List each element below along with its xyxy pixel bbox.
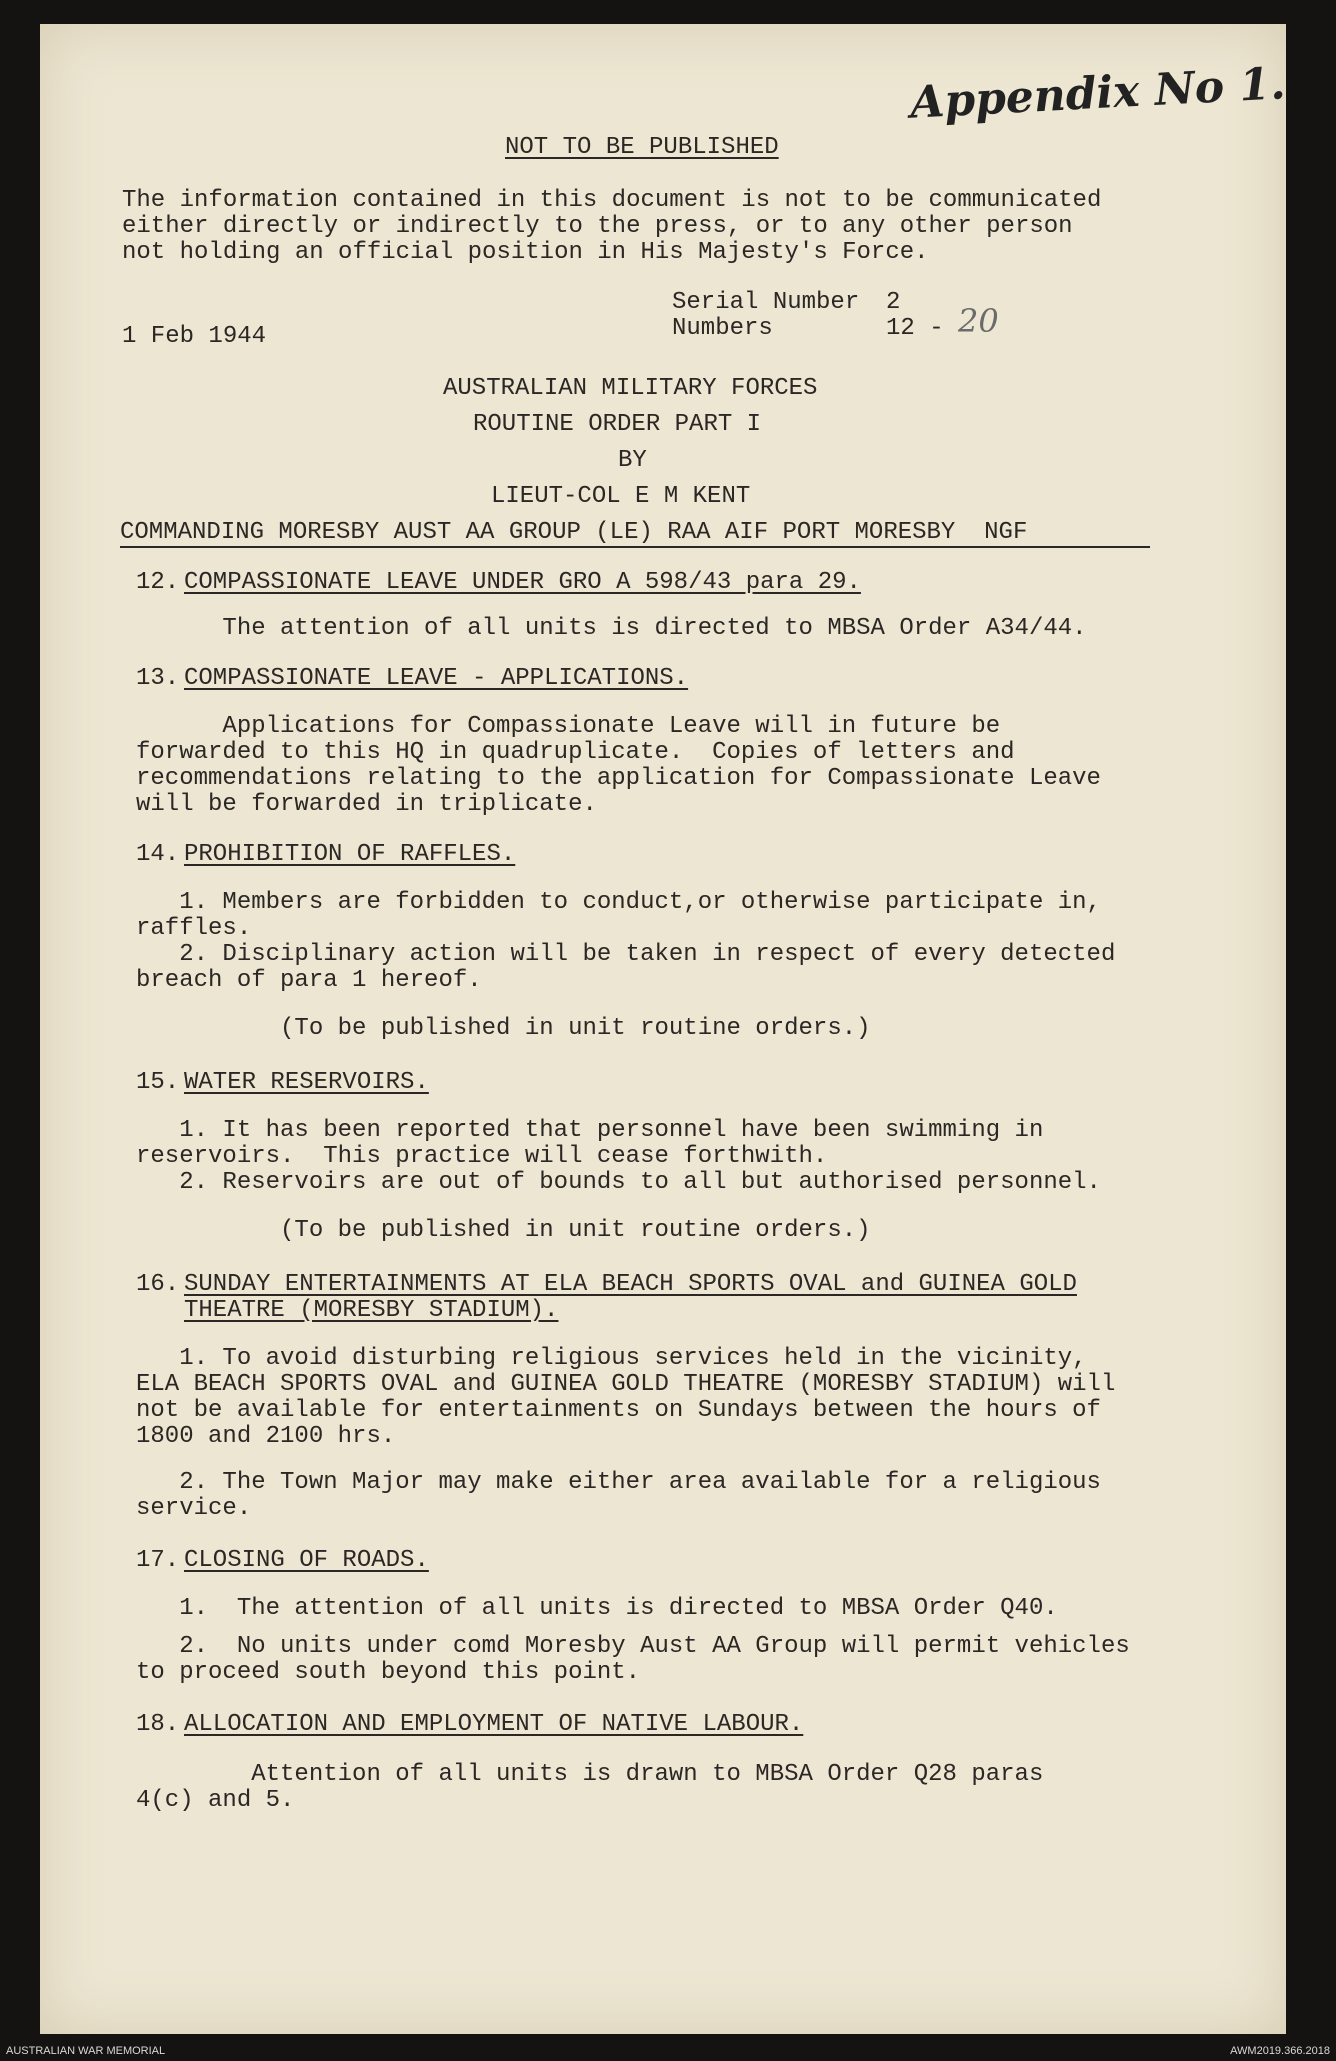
document-page [40, 24, 1286, 2034]
order-17-line-4: to proceed south beyond this point. [136, 1659, 641, 1686]
command-rule [120, 546, 1150, 548]
notice-line-3: not holding an official position in His Majesty's Force. [122, 239, 929, 266]
serial-label: Serial Number [672, 289, 860, 316]
numbers-label: Numbers [672, 315, 773, 342]
order-14-line-4: breach of para 1 hereof. [136, 967, 482, 994]
order-15-line-3: 2. Reservoirs are out of bounds to all but authorised personnel. [136, 1169, 1101, 1196]
order-16-line-1: 1. To avoid disturbing religious services held in the vicinity, [136, 1345, 1087, 1372]
order-18-line-1: Attention of all units is drawn to MBSA Order Q28 paras [136, 1761, 1044, 1788]
order-13-line-2: forwarded to this HQ in quadruplicate. Copies of letters and [136, 739, 1015, 766]
order-16-number: 16. [136, 1271, 180, 1298]
serial-value: 2 [886, 289, 901, 316]
order-15-line-5: (To be published in unit routine orders.) [136, 1217, 871, 1244]
order-17-title: CLOSING OF ROADS. [184, 1547, 429, 1574]
footer-institution: AUSTRALIAN WAR MEMORIAL [6, 2045, 166, 2057]
heading-line-3: BY [618, 447, 647, 474]
order-12-number: 12. [136, 569, 180, 596]
order-13-line-1: Applications for Compassionate Leave will in future be [136, 713, 1001, 740]
order-16-line-2: ELA BEACH SPORTS OVAL and GUINEA GOLD THEATRE (MORESBY STADIUM) will [136, 1371, 1116, 1398]
numbers-value: 12 - [886, 315, 944, 342]
order-17-number: 17. [136, 1547, 180, 1574]
order-13-line-4: will be forwarded in triplicate. [136, 791, 597, 818]
order-14-title: PROHIBITION OF RAFFLES. [184, 841, 516, 868]
handwritten-annotation: Appendix No 1. [908, 58, 1287, 129]
heading-line-4: LIEUT-COL E M KENT [491, 483, 751, 510]
order-16-title-cont: THEATRE (MORESBY STADIUM). [184, 1297, 559, 1324]
order-15-line-2: reservoirs. This practice will cease forthwith. [136, 1143, 828, 1170]
notice-line-1: The information contained in this document is not to be communicated [122, 187, 1102, 214]
order-18-number: 18. [136, 1711, 180, 1738]
order-13-title: COMPASSIONATE LEAVE - APPLICATIONS. [184, 665, 689, 692]
order-16-line-7: service. [136, 1495, 252, 1522]
order-17-line-1: 1. The attention of all units is directed to MBSA Order Q40. [136, 1595, 1058, 1622]
command-line: COMMANDING MORESBY AUST AA GROUP (LE) RAA AIF PORT MORESBY NGF [120, 519, 1028, 546]
banner: NOT TO BE PUBLISHED [505, 134, 779, 161]
order-14-line-2: raffles. [136, 915, 252, 942]
order-12-line-1: The attention of all units is directed to MBSA Order A34/44. [136, 615, 1087, 642]
order-13-line-3: recommendations relating to the application for Compassionate Leave [136, 765, 1101, 792]
order-16-line-6: 2. The Town Major may make either area available for a religious [136, 1469, 1101, 1496]
order-16-line-4: 1800 and 2100 hrs. [136, 1423, 396, 1450]
order-16-line-3: not be available for entertainments on Sundays between the hours of [136, 1397, 1101, 1424]
notice-line-2: either directly or indirectly to the press, or to any other person [122, 213, 1073, 240]
heading-line-1: AUSTRALIAN MILITARY FORCES [443, 375, 818, 402]
order-14-number: 14. [136, 841, 180, 868]
order-15-title: WATER RESERVOIRS. [184, 1069, 429, 1096]
order-15-number: 15. [136, 1069, 180, 1096]
order-14-line-6: (To be published in unit routine orders.) [136, 1015, 871, 1042]
document-date: 1 Feb 1944 [122, 323, 267, 350]
numbers-handwritten: 20 [958, 302, 999, 340]
order-18-line-2: 4(c) and 5. [136, 1787, 295, 1814]
order-14-line-1: 1. Members are forbidden to conduct,or otherwise participate in, [136, 889, 1101, 916]
order-15-line-1: 1. It has been reported that personnel have been swimming in [136, 1117, 1044, 1144]
footer-accession: AWM2019.366.2018 [1230, 2045, 1330, 2057]
order-14-line-3: 2. Disciplinary action will be taken in respect of every detected [136, 941, 1116, 968]
order-12-title: COMPASSIONATE LEAVE UNDER GRO A 598/43 para 29. [184, 569, 861, 596]
order-18-title: ALLOCATION AND EMPLOYMENT OF NATIVE LABOUR. [184, 1711, 804, 1738]
order-16-title: SUNDAY ENTERTAINMENTS AT ELA BEACH SPORTS OVAL and GUINEA GOLD [184, 1271, 1077, 1298]
order-17-line-3: 2. No units under comd Moresby Aust AA Group will permit vehicles [136, 1633, 1130, 1660]
heading-line-2: ROUTINE ORDER PART I [473, 411, 762, 438]
order-13-number: 13. [136, 665, 180, 692]
